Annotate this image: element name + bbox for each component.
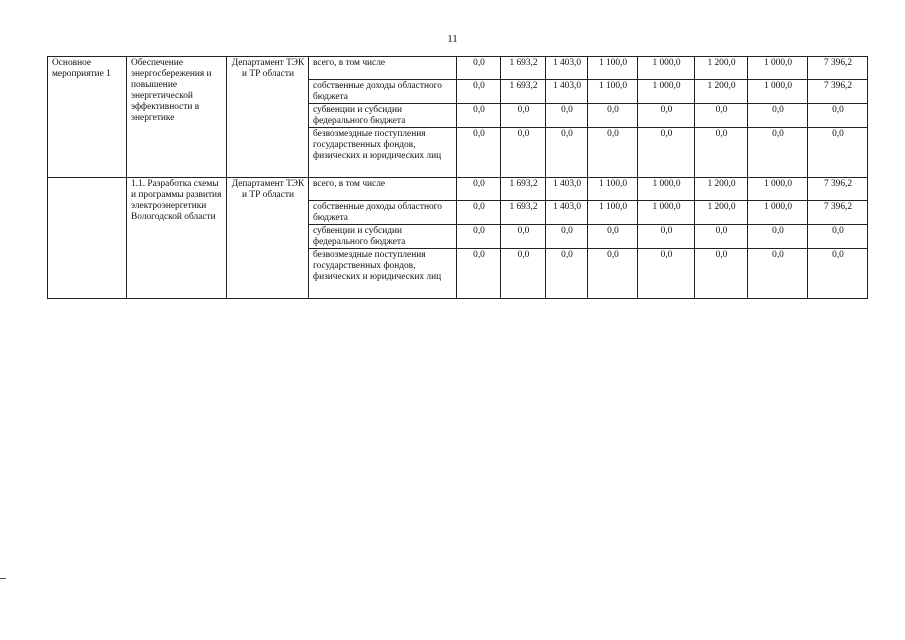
- funding-source-label: всего, в том числе: [309, 57, 457, 80]
- amount-cell: 0,0: [457, 225, 501, 249]
- event-cell: Основное мероприятие 1: [48, 57, 127, 178]
- amount-cell: 7 396,2: [808, 57, 868, 80]
- budget-table: [47, 56, 868, 299]
- amount-cell: 1 200,0: [695, 201, 748, 225]
- amount-cell: 0,0: [457, 57, 501, 80]
- amount-cell: 0,0: [695, 128, 748, 178]
- amount-cell: 0,0: [808, 128, 868, 178]
- amount-cell: 0,0: [588, 225, 638, 249]
- amount-cell: 1 693,2: [501, 201, 546, 225]
- executor-cell: Департамент ТЭК и ТР области: [227, 178, 309, 299]
- amount-cell: 1 100,0: [588, 57, 638, 80]
- amount-cell: 1 403,0: [546, 178, 588, 201]
- amount-cell: 0,0: [546, 249, 588, 299]
- amount-cell: 0,0: [457, 249, 501, 299]
- funding-source-label: субвенции и субсидии федерального бюджета: [309, 104, 457, 128]
- table-row: [48, 178, 868, 201]
- amount-cell: 0,0: [638, 104, 695, 128]
- amount-cell: 0,0: [501, 249, 546, 299]
- amount-cell: 0,0: [501, 104, 546, 128]
- amount-cell: 0,0: [748, 104, 808, 128]
- amount-cell: 0,0: [638, 249, 695, 299]
- amount-cell: 1 403,0: [546, 57, 588, 80]
- amount-cell: 1 200,0: [695, 57, 748, 80]
- amount-cell: 1 000,0: [748, 57, 808, 80]
- amount-cell: 1 693,2: [501, 80, 546, 104]
- amount-cell: 0,0: [748, 249, 808, 299]
- amount-cell: 0,0: [457, 80, 501, 104]
- amount-cell: 0,0: [457, 104, 501, 128]
- amount-cell: 1 000,0: [748, 80, 808, 104]
- amount-cell: 0,0: [546, 225, 588, 249]
- amount-cell: 0,0: [638, 128, 695, 178]
- amount-cell: 0,0: [457, 178, 501, 201]
- amount-cell: 0,0: [695, 249, 748, 299]
- amount-cell: 1 000,0: [638, 201, 695, 225]
- amount-cell: 0,0: [748, 128, 808, 178]
- funding-source-label: безвозмездные поступления государственных фондов, физических и юридических лиц: [309, 128, 457, 178]
- amount-cell: 1 000,0: [748, 201, 808, 225]
- amount-cell: 0,0: [546, 128, 588, 178]
- amount-cell: 0,0: [638, 225, 695, 249]
- amount-cell: 1 693,2: [501, 178, 546, 201]
- amount-cell: 0,0: [695, 104, 748, 128]
- event-cell: [48, 178, 127, 299]
- amount-cell: 1 100,0: [588, 201, 638, 225]
- amount-cell: 0,0: [808, 249, 868, 299]
- funding-source-label: всего, в том числе: [309, 178, 457, 201]
- executor-cell: Департамент ТЭК и ТР области: [227, 57, 309, 178]
- goal-cell: 1.1. Разработка схемы и программы развития электроэнергетики Вологодской области: [127, 178, 227, 299]
- amount-cell: 0,0: [695, 225, 748, 249]
- amount-cell: 0,0: [588, 128, 638, 178]
- amount-cell: 1 403,0: [546, 80, 588, 104]
- funding-source-label: безвозмездные поступления государственных фондов, физических и юридических лиц: [309, 249, 457, 299]
- amount-cell: 0,0: [501, 128, 546, 178]
- amount-cell: 1 693,2: [501, 57, 546, 80]
- funding-source-label: собственные доходы областного бюджета: [309, 80, 457, 104]
- amount-cell: 0,0: [501, 225, 546, 249]
- amount-cell: 0,0: [457, 201, 501, 225]
- amount-cell: 0,0: [808, 104, 868, 128]
- amount-cell: 7 396,2: [808, 178, 868, 201]
- table-row: [48, 57, 868, 80]
- amount-cell: 1 100,0: [588, 178, 638, 201]
- funding-source-label: субвенции и субсидии федерального бюджета: [309, 225, 457, 249]
- amount-cell: 0,0: [546, 104, 588, 128]
- amount-cell: 1 000,0: [748, 178, 808, 201]
- funding-source-label: собственные доходы областного бюджета: [309, 201, 457, 225]
- amount-cell: 1 000,0: [638, 80, 695, 104]
- amount-cell: 0,0: [588, 104, 638, 128]
- amount-cell: 1 403,0: [546, 201, 588, 225]
- amount-cell: 7 396,2: [808, 80, 868, 104]
- page-number: 11: [447, 33, 458, 45]
- amount-cell: 0,0: [808, 225, 868, 249]
- amount-cell: 0,0: [748, 225, 808, 249]
- amount-cell: 1 000,0: [638, 178, 695, 201]
- amount-cell: 1 200,0: [695, 178, 748, 201]
- amount-cell: 1 200,0: [695, 80, 748, 104]
- goal-cell: Обеспечение энергосбережения и повышение энергетической эффективности в энергетике: [127, 57, 227, 178]
- amount-cell: 1 100,0: [588, 80, 638, 104]
- amount-cell: 0,0: [588, 249, 638, 299]
- amount-cell: 7 396,2: [808, 201, 868, 225]
- amount-cell: 1 000,0: [638, 57, 695, 80]
- amount-cell: 0,0: [457, 128, 501, 178]
- margin-mark: [0, 578, 6, 579]
